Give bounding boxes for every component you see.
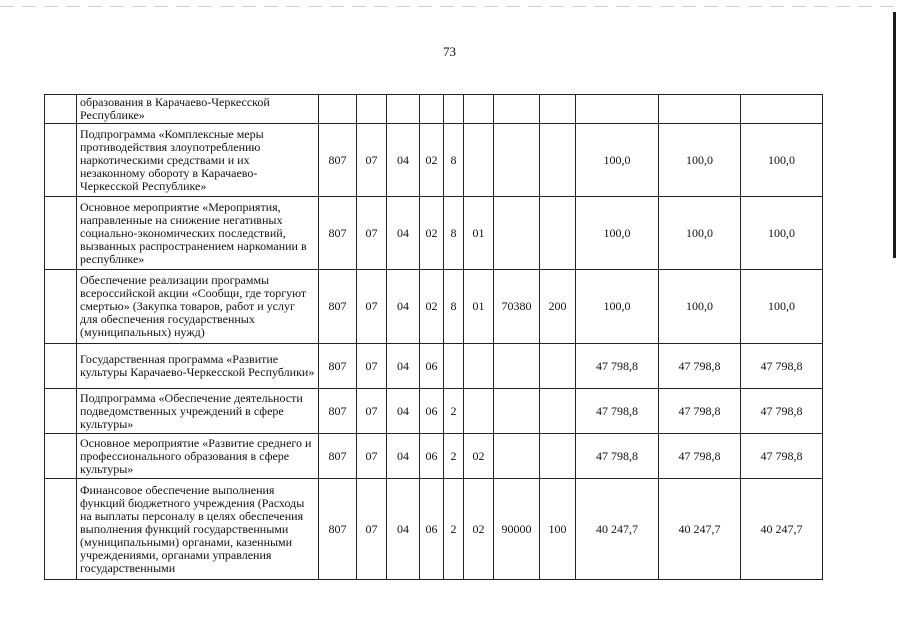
amount-year-1	[576, 95, 659, 124]
code-subsection: 04	[387, 344, 420, 389]
amount-year-2: 100,0	[659, 197, 741, 270]
table-row	[45, 270, 823, 344]
table-row	[45, 479, 823, 580]
code-ministry: 807	[319, 124, 357, 197]
table-row	[45, 197, 823, 270]
amount-year-1: 47 798,8	[576, 434, 659, 479]
code-subprogram: 2	[444, 434, 464, 479]
code-ministry: 807	[319, 344, 357, 389]
amount-year-1: 40 247,7	[576, 479, 659, 580]
code-event: 01	[464, 270, 494, 344]
code-subprogram: 2	[444, 479, 464, 580]
amount-year-1: 100,0	[576, 197, 659, 270]
code-subsection: 04	[387, 270, 420, 344]
code-program: 02	[420, 197, 444, 270]
code-subprogram	[444, 95, 464, 124]
code-ministry	[319, 95, 357, 124]
code-section	[357, 95, 387, 124]
code-section: 07	[357, 479, 387, 580]
code-subprogram: 8	[444, 124, 464, 197]
code-subprogram: 2	[444, 389, 464, 434]
code-section: 07	[357, 344, 387, 389]
amount-year-2: 100,0	[659, 124, 741, 197]
blank-cell	[45, 197, 77, 270]
code-direction	[494, 124, 540, 197]
code-section: 07	[357, 197, 387, 270]
amount-year-2: 47 798,8	[659, 344, 741, 389]
code-event	[464, 344, 494, 389]
table-row	[45, 344, 823, 389]
budget-table	[44, 94, 823, 580]
amount-year-3: 100,0	[741, 197, 823, 270]
code-expense-type	[540, 344, 576, 389]
item-name: Обеспечение реализации программы всероссийской акции «Сообщи, где торгуют смертью» (Закупка товаров, работ и услуг для обеспечения государственных (муниципальных) нужд)	[77, 270, 319, 344]
code-section: 07	[357, 270, 387, 344]
code-direction	[494, 344, 540, 389]
amount-year-3: 47 798,8	[741, 344, 823, 389]
code-expense-type: 100	[540, 479, 576, 580]
code-program	[420, 95, 444, 124]
code-section: 07	[357, 389, 387, 434]
code-ministry: 807	[319, 389, 357, 434]
amount-year-2: 47 798,8	[659, 389, 741, 434]
item-name: Государственная программа «Развитие культуры Карачаево-Черкесской Республики»	[77, 344, 319, 389]
blank-cell	[45, 344, 77, 389]
code-ministry: 807	[319, 270, 357, 344]
item-name: Подпрограмма «Комплексные меры противодействия злоупотреблению наркотическими средствами и их незаконному обороту в Карачаево-Черкесской Республике»	[77, 124, 319, 197]
amount-year-2: 100,0	[659, 270, 741, 344]
code-ministry: 807	[319, 479, 357, 580]
amount-year-3: 47 798,8	[741, 434, 823, 479]
blank-cell	[45, 270, 77, 344]
amount-year-2: 40 247,7	[659, 479, 741, 580]
code-ministry: 807	[319, 197, 357, 270]
code-direction: 90000	[494, 479, 540, 580]
code-event	[464, 124, 494, 197]
code-subsection: 04	[387, 434, 420, 479]
amount-year-1: 100,0	[576, 270, 659, 344]
code-section: 07	[357, 124, 387, 197]
code-event	[464, 95, 494, 124]
item-name: Основное мероприятие «Развитие среднего и профессионального образования в сфере культуры»	[77, 434, 319, 479]
table-row	[45, 124, 823, 197]
code-program: 06	[420, 344, 444, 389]
code-direction	[494, 434, 540, 479]
blank-cell	[45, 95, 77, 124]
table-row	[45, 389, 823, 434]
code-direction: 70380	[494, 270, 540, 344]
code-subsection	[387, 95, 420, 124]
code-event: 02	[464, 479, 494, 580]
code-program: 02	[420, 124, 444, 197]
table-row	[45, 434, 823, 479]
code-subprogram: 8	[444, 197, 464, 270]
code-program: 06	[420, 479, 444, 580]
code-expense-type	[540, 389, 576, 434]
item-name: Финансовое обеспечение выполнения функций бюджетного учреждения (Расходы на выплаты персоналу в целях обеспечения выполнения функций государственными (муниципальными) органами, казенными учреждениями, органами управления государственными	[77, 479, 319, 580]
code-program: 02	[420, 270, 444, 344]
code-event	[464, 389, 494, 434]
amount-year-1: 47 798,8	[576, 344, 659, 389]
code-subsection: 04	[387, 124, 420, 197]
amount-year-3: 47 798,8	[741, 389, 823, 434]
code-event: 01	[464, 197, 494, 270]
amount-year-1: 100,0	[576, 124, 659, 197]
blank-cell	[45, 434, 77, 479]
code-subprogram	[444, 344, 464, 389]
code-expense-type	[540, 197, 576, 270]
amount-year-3: 100,0	[741, 270, 823, 344]
amount-year-3: 100,0	[741, 124, 823, 197]
code-expense-type	[540, 434, 576, 479]
code-expense-type: 200	[540, 270, 576, 344]
code-direction	[494, 389, 540, 434]
code-subsection: 04	[387, 479, 420, 580]
scan-edge-top	[0, 6, 899, 7]
amount-year-1: 47 798,8	[576, 389, 659, 434]
amount-year-2: 47 798,8	[659, 434, 741, 479]
amount-year-3: 40 247,7	[741, 479, 823, 580]
code-program: 06	[420, 434, 444, 479]
page-number: 73	[443, 44, 456, 59]
table-row	[45, 95, 823, 124]
code-section: 07	[357, 434, 387, 479]
code-direction	[494, 95, 540, 124]
amount-year-2	[659, 95, 741, 124]
item-name: Подпрограмма «Обеспечение деятельности подведомственных учреждений в сфере культуры»	[77, 389, 319, 434]
item-name: Основное мероприятие «Мероприятия, направленные на снижение негативных социально-экономических последствий, вызванных распространением наркомании в республике»	[77, 197, 319, 270]
item-name: образования в Карачаево-Черкесской Республике»	[77, 95, 319, 124]
blank-cell	[45, 124, 77, 197]
code-subsection: 04	[387, 197, 420, 270]
amount-year-3	[741, 95, 823, 124]
code-expense-type	[540, 95, 576, 124]
blank-cell	[45, 389, 77, 434]
code-program: 06	[420, 389, 444, 434]
code-expense-type	[540, 124, 576, 197]
blank-cell	[45, 479, 77, 580]
code-event: 02	[464, 434, 494, 479]
code-direction	[494, 197, 540, 270]
code-ministry: 807	[319, 434, 357, 479]
code-subprogram: 8	[444, 270, 464, 344]
code-subsection: 04	[387, 389, 420, 434]
